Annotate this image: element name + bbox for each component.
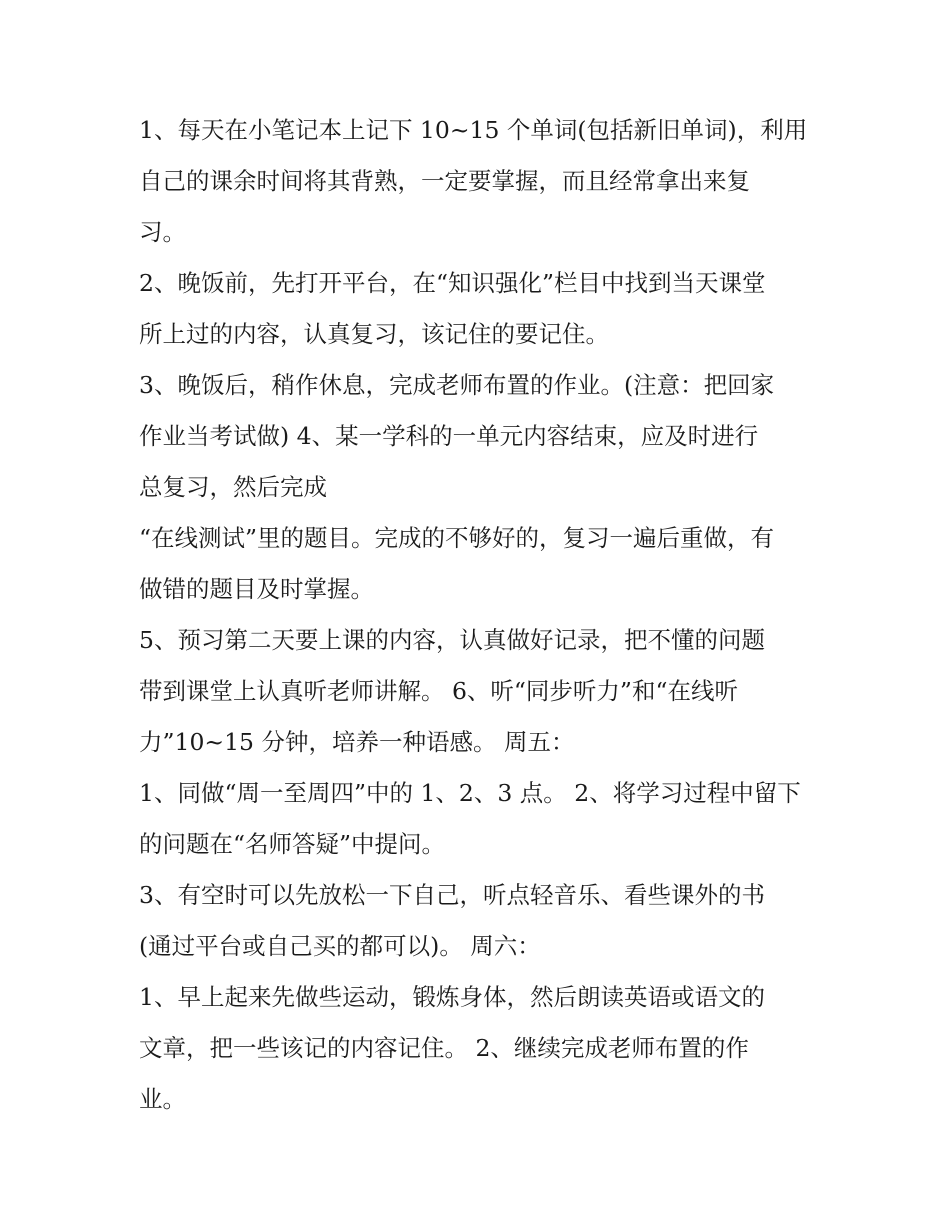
text-line: 1、每天在小笔记本上记下 10~15 个单词(包括新旧单词)，利用: [139, 116, 808, 144]
text-line: 带到课堂上认真听老师讲解。 6、听“同步听力”和“在线听: [139, 677, 738, 705]
text-line: 做错的题目及时掌握。: [139, 575, 374, 603]
text-line: 总复习，然后完成: [139, 473, 327, 501]
text-line: 2、晚饭前，先打开平台，在“知识强化”栏目中找到当天课堂: [139, 269, 766, 297]
text-line: 力”10~15 分钟，培养一种语感。 周五：: [139, 728, 575, 756]
text-line: 1、同做“周一至周四”中的 1、2、3 点。 2、将学习过程中留下: [139, 779, 801, 807]
text-line: 3、晚饭后，稍作休息，完成老师布置的作业。(注意：把回家: [139, 371, 775, 399]
text-line: 业。: [139, 1085, 186, 1113]
text-line: 习。: [139, 218, 186, 246]
text-line: 5、预习第二天要上课的内容，认真做好记录，把不懂的问题: [139, 626, 765, 654]
text-line: (通过平台或自己买的都可以)。 周六：: [139, 932, 541, 960]
text-line: 1、早上起来先做些运动，锻炼身体，然后朗读英语或语文的: [139, 983, 765, 1011]
text-line: 文章，把一些该记的内容记住。 2、继续完成老师布置的作: [139, 1034, 749, 1062]
text-line: 的问题在“名师答疑”中提问。: [139, 830, 446, 858]
text-line: 所上过的内容，认真复习，该记住的要记住。: [139, 320, 609, 348]
text-line: “在线测试”里的题目。完成的不够好的，复习一遍后重做，有: [139, 524, 775, 552]
text-line: 作业当考试做) 4、某一学科的一单元内容结束，应及时进行: [139, 422, 759, 450]
text-line: 3、有空时可以先放松一下自己，听点轻音乐、看些课外的书: [139, 881, 765, 909]
text-line: 自己的课余时间将其背熟，一定要掌握，而且经常拿出来复: [139, 167, 750, 195]
